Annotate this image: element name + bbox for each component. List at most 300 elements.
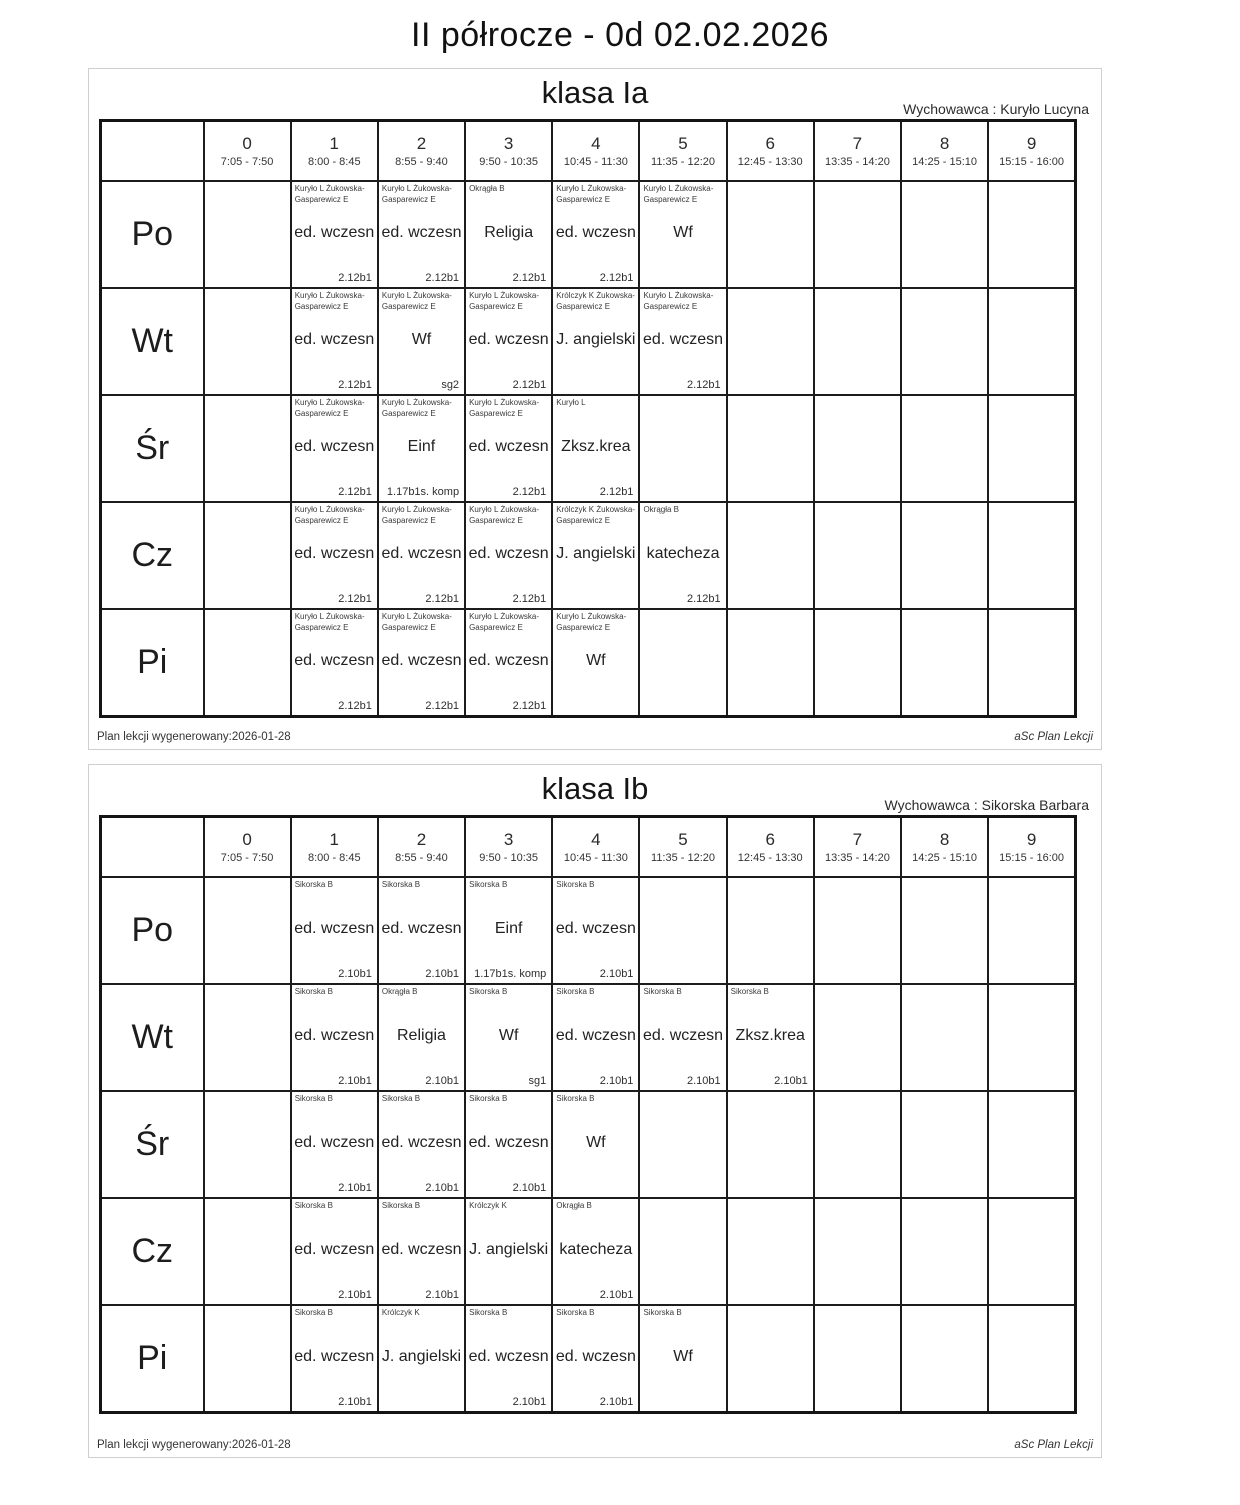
subject-label: ed. wczesn — [294, 1348, 375, 1365]
lesson-cell — [465, 288, 552, 395]
lesson-cell — [378, 984, 465, 1091]
period-header-cell — [378, 121, 465, 182]
room-label: 2.10b1 — [599, 1075, 634, 1087]
day-row — [101, 181, 1076, 288]
empty-cell — [204, 502, 291, 609]
day-label: Śr — [101, 395, 204, 502]
empty-cell — [814, 609, 901, 717]
teacher-label: Okrągła B — [381, 987, 418, 996]
empty-cell — [814, 395, 901, 502]
lesson-cell — [465, 609, 552, 717]
empty-cell — [988, 395, 1075, 502]
empty-cell — [901, 877, 988, 984]
room-label: 2.10b1 — [512, 1182, 547, 1194]
lesson-cell — [552, 181, 639, 288]
period-header-cell — [814, 121, 901, 182]
subject-label: J. angielski — [556, 545, 636, 562]
teacher-label: Sikorska B — [294, 1094, 333, 1103]
lesson-cell — [552, 288, 639, 395]
period-number: 0 — [242, 133, 252, 153]
empty-cell — [204, 609, 291, 717]
period-number: 5 — [678, 829, 688, 849]
empty-cell — [204, 877, 291, 984]
lesson-cell — [552, 502, 639, 609]
lesson-cell — [291, 395, 378, 502]
day-label: Śr — [101, 1091, 204, 1198]
subject-label: ed. wczesn — [294, 545, 375, 562]
lesson-cell — [291, 502, 378, 609]
subject-label: ed. wczesn — [555, 224, 636, 241]
page-title: II półrocze - 0d 02.02.2026 — [411, 16, 829, 54]
empty-cell — [988, 502, 1075, 609]
period-header-cell — [639, 817, 726, 878]
day-row — [101, 395, 1076, 502]
lesson-cell — [465, 877, 552, 984]
subject-label: Wf — [586, 652, 606, 669]
empty-cell — [727, 877, 814, 984]
period-header-cell — [204, 817, 291, 878]
subject-label: ed. wczesn — [381, 920, 462, 937]
period-header-cell — [204, 121, 291, 182]
subject-label: ed. wczesn — [381, 224, 462, 241]
room-label: 2.12b1 — [512, 700, 547, 712]
period-number: 1 — [329, 829, 340, 849]
teacher-label: Królczyk K — [469, 1201, 507, 1210]
subject-label: Religia — [397, 1027, 446, 1044]
period-time-range: 12:45 - 13:30 — [737, 852, 803, 865]
empty-cell — [204, 181, 291, 288]
empty-cell — [639, 395, 726, 502]
room-label: sg2 — [441, 379, 460, 391]
period-header-cell — [727, 817, 814, 878]
teacher-label: Sikorska B — [381, 1201, 421, 1210]
period-number: 1 — [329, 133, 340, 153]
subject-label: ed. wczesn — [294, 1241, 375, 1258]
period-number: 6 — [765, 133, 775, 153]
teacher-label: Kuryło L Żukowska-Gasparewicz E — [381, 291, 452, 311]
teacher-label: Królczyk K Żukowska-Gasparewicz E — [556, 505, 635, 525]
room-label: 2.10b1 — [425, 1289, 460, 1301]
homeroom-teacher-label: Wychowawca : Sikorska Barbara — [884, 797, 1089, 813]
day-row — [101, 502, 1076, 609]
subject-label: ed. wczesn — [381, 652, 462, 669]
subject-label: ed. wczesn — [468, 1134, 549, 1151]
lesson-cell — [291, 984, 378, 1091]
teacher-label: Sikorska B — [469, 1308, 508, 1317]
teacher-label: Okrągła B — [643, 505, 680, 514]
room-label: 2.12b1 — [686, 593, 721, 605]
period-time-range: 8:00 - 8:45 — [307, 156, 361, 169]
teacher-label: Kuryło L Żukowska-Gasparewicz E — [381, 505, 452, 525]
lesson-cell — [552, 1091, 639, 1198]
period-number: 7 — [852, 829, 863, 849]
room-label: 2.12b1 — [599, 486, 634, 498]
period-number: 9 — [1026, 133, 1037, 153]
empty-cell — [988, 984, 1075, 1091]
empty-cell — [988, 181, 1075, 288]
period-number: 3 — [503, 829, 514, 849]
teacher-label: Kuryło L Żukowska-Gasparewicz E — [643, 184, 714, 204]
day-label: Wt — [101, 288, 204, 395]
subject-label: ed. wczesn — [555, 920, 636, 937]
period-number: 2 — [416, 829, 427, 849]
subject-label: katecheza — [559, 1241, 633, 1258]
day-row — [101, 984, 1076, 1091]
room-label: 2.12b1 — [512, 593, 547, 605]
empty-cell — [814, 877, 901, 984]
empty-cell — [204, 288, 291, 395]
empty-cell — [727, 395, 814, 502]
teacher-label: Sikorska B — [469, 1094, 508, 1103]
period-time-range: 15:15 - 16:00 — [999, 852, 1065, 865]
teacher-label: Kuryło L Żukowska-Gasparewicz E — [643, 291, 714, 311]
teacher-label: Kuryło L Żukowska-Gasparewicz E — [294, 291, 365, 311]
empty-cell — [204, 984, 291, 1091]
room-label: 2.10b1 — [425, 1075, 460, 1087]
teacher-label: Sikorska B — [556, 1094, 595, 1103]
lesson-cell — [465, 502, 552, 609]
subject-label: ed. wczesn — [468, 652, 549, 669]
class-title: klasa Ia — [541, 75, 649, 110]
lesson-cell — [639, 502, 726, 609]
empty-cell — [814, 1091, 901, 1198]
teacher-label: Kuryło L Żukowska-Gasparewicz E — [556, 612, 627, 632]
day-label: Pi — [101, 1305, 204, 1413]
lesson-cell — [552, 877, 639, 984]
teacher-label: Okrągła B — [556, 1201, 592, 1210]
empty-cell — [901, 609, 988, 717]
empty-cell — [727, 288, 814, 395]
room-label: 2.10b1 — [338, 1182, 372, 1194]
lesson-cell — [639, 1305, 726, 1413]
period-number: 2 — [416, 133, 427, 153]
teacher-label: Sikorska B — [381, 1094, 421, 1103]
room-label: 2.12b1 — [599, 272, 634, 284]
subject-label: ed. wczesn — [294, 920, 375, 937]
lesson-cell — [378, 1091, 465, 1198]
empty-cell — [901, 395, 988, 502]
room-label: 2.10b1 — [512, 1396, 547, 1408]
teacher-label: Sikorska B — [469, 987, 508, 996]
lesson-cell — [552, 1198, 639, 1305]
empty-cell — [814, 984, 901, 1091]
room-label: 2.12b1 — [338, 486, 372, 498]
lesson-cell — [291, 1305, 378, 1413]
period-number: 4 — [591, 829, 601, 849]
subject-label: ed. wczesn — [294, 1134, 375, 1151]
subject-label: ed. wczesn — [468, 1348, 549, 1365]
subject-label: ed. wczesn — [468, 331, 549, 348]
period-time-range: 10:45 - 11:30 — [563, 156, 628, 169]
empty-cell — [814, 181, 901, 288]
period-header-cell — [291, 817, 378, 878]
room-label: 1.17b1s. komp — [474, 968, 547, 980]
period-time-range: 8:55 - 9:40 — [395, 156, 448, 169]
subject-label: Wf — [673, 224, 693, 241]
empty-cell — [901, 1305, 988, 1413]
room-label: 2.10b1 — [338, 968, 372, 980]
subject-label: Wf — [498, 1027, 519, 1044]
subject-label: ed. wczesn — [381, 1134, 462, 1151]
teacher-label: Sikorska B — [556, 987, 595, 996]
subject-label: ed. wczesn — [294, 224, 375, 241]
empty-cell — [814, 1305, 901, 1413]
lesson-cell — [378, 609, 465, 717]
teacher-label: Kuryło L Żukowska-Gasparewicz E — [469, 612, 540, 632]
subject-label: Religia — [484, 224, 534, 241]
lesson-cell — [465, 1091, 552, 1198]
period-number: 7 — [852, 133, 863, 153]
period-time-range: 12:45 - 13:30 — [737, 156, 803, 169]
room-label: 2.10b1 — [338, 1289, 372, 1301]
subject-label: Einf — [407, 438, 436, 455]
period-number: 9 — [1026, 829, 1037, 849]
room-label: 2.12b1 — [512, 379, 547, 391]
empty-cell — [988, 288, 1075, 395]
empty-cell — [988, 609, 1075, 717]
room-label: 2.12b1 — [338, 272, 372, 284]
teacher-label: Sikorska B — [643, 1308, 682, 1317]
room-label: 2.10b1 — [338, 1075, 372, 1087]
subject-label: ed. wczesn — [468, 545, 549, 562]
lesson-cell — [639, 181, 726, 288]
period-time-range: 11:35 - 12:20 — [651, 156, 716, 169]
lesson-cell — [465, 395, 552, 502]
subject-label: ed. wczesn — [643, 1027, 724, 1044]
empty-cell — [727, 1091, 814, 1198]
period-header-cell — [552, 817, 639, 878]
period-number: 4 — [591, 133, 601, 153]
room-label: 2.10b1 — [599, 1396, 634, 1408]
period-number: 6 — [765, 829, 775, 849]
period-header-cell — [465, 121, 552, 182]
teacher-label: Okrągła B — [469, 184, 505, 193]
period-header-cell — [378, 817, 465, 878]
period-header-cell — [465, 817, 552, 878]
empty-cell — [204, 1305, 291, 1413]
room-label: 2.12b1 — [686, 379, 721, 391]
lesson-cell — [552, 984, 639, 1091]
day-label: Wt — [101, 984, 204, 1091]
subject-label: Wf — [673, 1348, 693, 1365]
generated-date-label: Plan lekcji wygenerowany:2026-01-28 — [97, 1439, 291, 1451]
lesson-cell — [378, 502, 465, 609]
teacher-label: Kuryło L Żukowska-Gasparewicz E — [556, 184, 627, 204]
room-label: 2.12b1 — [338, 700, 372, 712]
day-label: Cz — [101, 1198, 204, 1305]
teacher-label: Sikorska B — [294, 1308, 333, 1317]
subject-label: ed. wczesn — [294, 438, 375, 455]
period-number: 5 — [678, 133, 688, 153]
period-number: 0 — [242, 829, 252, 849]
teacher-label: Sikorska B — [294, 1201, 333, 1210]
timetable-section-klasa-ia — [88, 68, 1102, 750]
empty-cell — [727, 502, 814, 609]
empty-cell — [901, 288, 988, 395]
subject-label: ed. wczesn — [294, 331, 375, 348]
teacher-label: Sikorska B — [294, 987, 333, 996]
empty-cell — [639, 609, 726, 717]
room-label: 2.10b1 — [686, 1075, 721, 1087]
subject-label: Zksz.krea — [735, 1027, 805, 1044]
lesson-cell — [291, 288, 378, 395]
subject-label: ed. wczesn — [381, 545, 462, 562]
teacher-label: Sikorska B — [643, 987, 682, 996]
period-time-range: 14:25 - 15:10 — [912, 852, 978, 865]
period-time-range: 10:45 - 11:30 — [563, 852, 628, 865]
day-row — [101, 1091, 1076, 1198]
timetable-section-klasa-ib — [88, 764, 1102, 1458]
subject-label: J. angielski — [381, 1348, 462, 1365]
room-label: 2.12b1 — [512, 486, 547, 498]
room-label: 2.12b1 — [425, 272, 460, 284]
period-time-range: 7:05 - 7:50 — [220, 156, 274, 169]
room-label: 2.12b1 — [338, 593, 372, 605]
teacher-label: Kuryło L Żukowska-Gasparewicz E — [381, 612, 452, 632]
empty-cell — [204, 395, 291, 502]
period-time-range: 7:05 - 7:50 — [220, 852, 274, 865]
teacher-label: Kuryło L Żukowska-Gasparewicz E — [469, 505, 540, 525]
day-row — [101, 288, 1076, 395]
period-time-range: 8:00 - 8:45 — [307, 852, 361, 865]
period-header-cell — [639, 121, 726, 182]
period-time-range: 8:55 - 9:40 — [395, 852, 448, 865]
lesson-cell — [465, 1305, 552, 1413]
lesson-cell — [291, 1091, 378, 1198]
empty-cell — [727, 1305, 814, 1413]
teacher-label: Sikorska B — [556, 1308, 595, 1317]
teacher-label: Kuryło L Żukowska-Gasparewicz E — [381, 398, 452, 418]
period-time-range: 9:50 - 10:35 — [479, 156, 539, 169]
teacher-label: Kuryło L Żukowska-Gasparewicz E — [294, 612, 365, 632]
teacher-label: Sikorska B — [556, 880, 595, 889]
class-title: klasa Ib — [541, 771, 649, 806]
subject-label: ed. wczesn — [643, 331, 724, 348]
teacher-label: Królczyk K Żukowska-Gasparewicz E — [556, 291, 635, 311]
lesson-cell — [291, 877, 378, 984]
lesson-cell — [378, 1198, 465, 1305]
day-label: Cz — [101, 502, 204, 609]
room-label: 2.10b1 — [599, 1289, 634, 1301]
corner-cell — [101, 121, 204, 182]
subject-label: ed. wczesn — [555, 1027, 636, 1044]
subject-label: Einf — [494, 920, 523, 937]
room-label: 2.10b1 — [338, 1396, 372, 1408]
subject-label: katecheza — [646, 545, 720, 562]
day-row — [101, 1305, 1076, 1413]
period-number: 8 — [939, 133, 950, 153]
subject-label: J. angielski — [469, 1241, 549, 1258]
empty-cell — [901, 1198, 988, 1305]
lesson-cell — [639, 288, 726, 395]
lesson-cell — [552, 609, 639, 717]
empty-cell — [988, 1091, 1075, 1198]
lesson-cell — [378, 181, 465, 288]
empty-cell — [814, 1198, 901, 1305]
empty-cell — [988, 1198, 1075, 1305]
period-header-cell — [291, 121, 378, 182]
teacher-label: Kuryło L Żukowska-Gasparewicz E — [294, 398, 365, 418]
day-label: Po — [101, 181, 204, 288]
period-time-range: 9:50 - 10:35 — [479, 852, 539, 865]
lesson-cell — [552, 395, 639, 502]
lesson-cell — [378, 288, 465, 395]
lesson-cell — [378, 395, 465, 502]
teacher-label: Kuryło L Żukowska-Gasparewicz E — [294, 184, 365, 204]
subject-label: ed. wczesn — [381, 1241, 462, 1258]
room-label: 2.12b1 — [512, 272, 547, 284]
period-time-range: 11:35 - 12:20 — [651, 852, 716, 865]
empty-cell — [727, 609, 814, 717]
subject-label: Zksz.krea — [561, 438, 631, 455]
room-label: 2.10b1 — [425, 968, 460, 980]
empty-cell — [901, 502, 988, 609]
timetable-grid — [99, 119, 1077, 718]
period-number: 3 — [503, 133, 514, 153]
empty-cell — [901, 984, 988, 1091]
period-time-range: 13:35 - 14:20 — [824, 156, 890, 169]
teacher-label: Sikorska B — [730, 987, 769, 996]
period-time-range: 13:35 - 14:20 — [824, 852, 890, 865]
room-label: 2.10b1 — [774, 1075, 808, 1087]
period-time-range: 15:15 - 16:00 — [999, 156, 1065, 169]
lesson-cell — [465, 181, 552, 288]
empty-cell — [901, 1091, 988, 1198]
period-header-cell — [814, 817, 901, 878]
empty-cell — [639, 1091, 726, 1198]
room-label: 1.17b1s. komp — [386, 486, 460, 498]
period-header-cell — [988, 817, 1075, 878]
teacher-label: Kuryło L — [556, 398, 586, 407]
period-header-cell — [988, 121, 1075, 182]
timetable-grid — [99, 815, 1077, 1414]
empty-cell — [727, 181, 814, 288]
room-label: 2.12b1 — [425, 593, 460, 605]
teacher-label: Królczyk K — [381, 1308, 420, 1317]
corner-cell — [101, 817, 204, 878]
empty-cell — [639, 1198, 726, 1305]
lesson-cell — [291, 1198, 378, 1305]
asc-brand-label: aSc Plan Lekcji — [1014, 1439, 1093, 1451]
room-label: 2.12b1 — [338, 379, 372, 391]
lesson-cell — [639, 984, 726, 1091]
period-header-cell — [901, 817, 988, 878]
homeroom-teacher-label: Wychowawca : Kuryło Lucyna — [903, 101, 1089, 117]
lesson-cell — [465, 984, 552, 1091]
teacher-label: Kuryło L Żukowska-Gasparewicz E — [469, 291, 540, 311]
empty-cell — [639, 877, 726, 984]
empty-cell — [727, 1198, 814, 1305]
empty-cell — [901, 181, 988, 288]
lesson-cell — [378, 877, 465, 984]
empty-cell — [204, 1198, 291, 1305]
room-label: 2.10b1 — [425, 1182, 460, 1194]
empty-cell — [988, 877, 1075, 984]
empty-cell — [814, 288, 901, 395]
day-row — [101, 877, 1076, 984]
subject-label: ed. wczesn — [468, 438, 549, 455]
empty-cell — [814, 502, 901, 609]
period-header-cell — [727, 121, 814, 182]
empty-cell — [204, 1091, 291, 1198]
subject-label: ed. wczesn — [555, 1348, 636, 1365]
room-label: 2.12b1 — [425, 700, 460, 712]
subject-label: Wf — [411, 331, 432, 348]
period-time-range: 14:25 - 15:10 — [912, 156, 978, 169]
generated-date-label: Plan lekcji wygenerowany:2026-01-28 — [97, 731, 291, 743]
subject-label: ed. wczesn — [294, 652, 375, 669]
lesson-cell — [465, 1198, 552, 1305]
